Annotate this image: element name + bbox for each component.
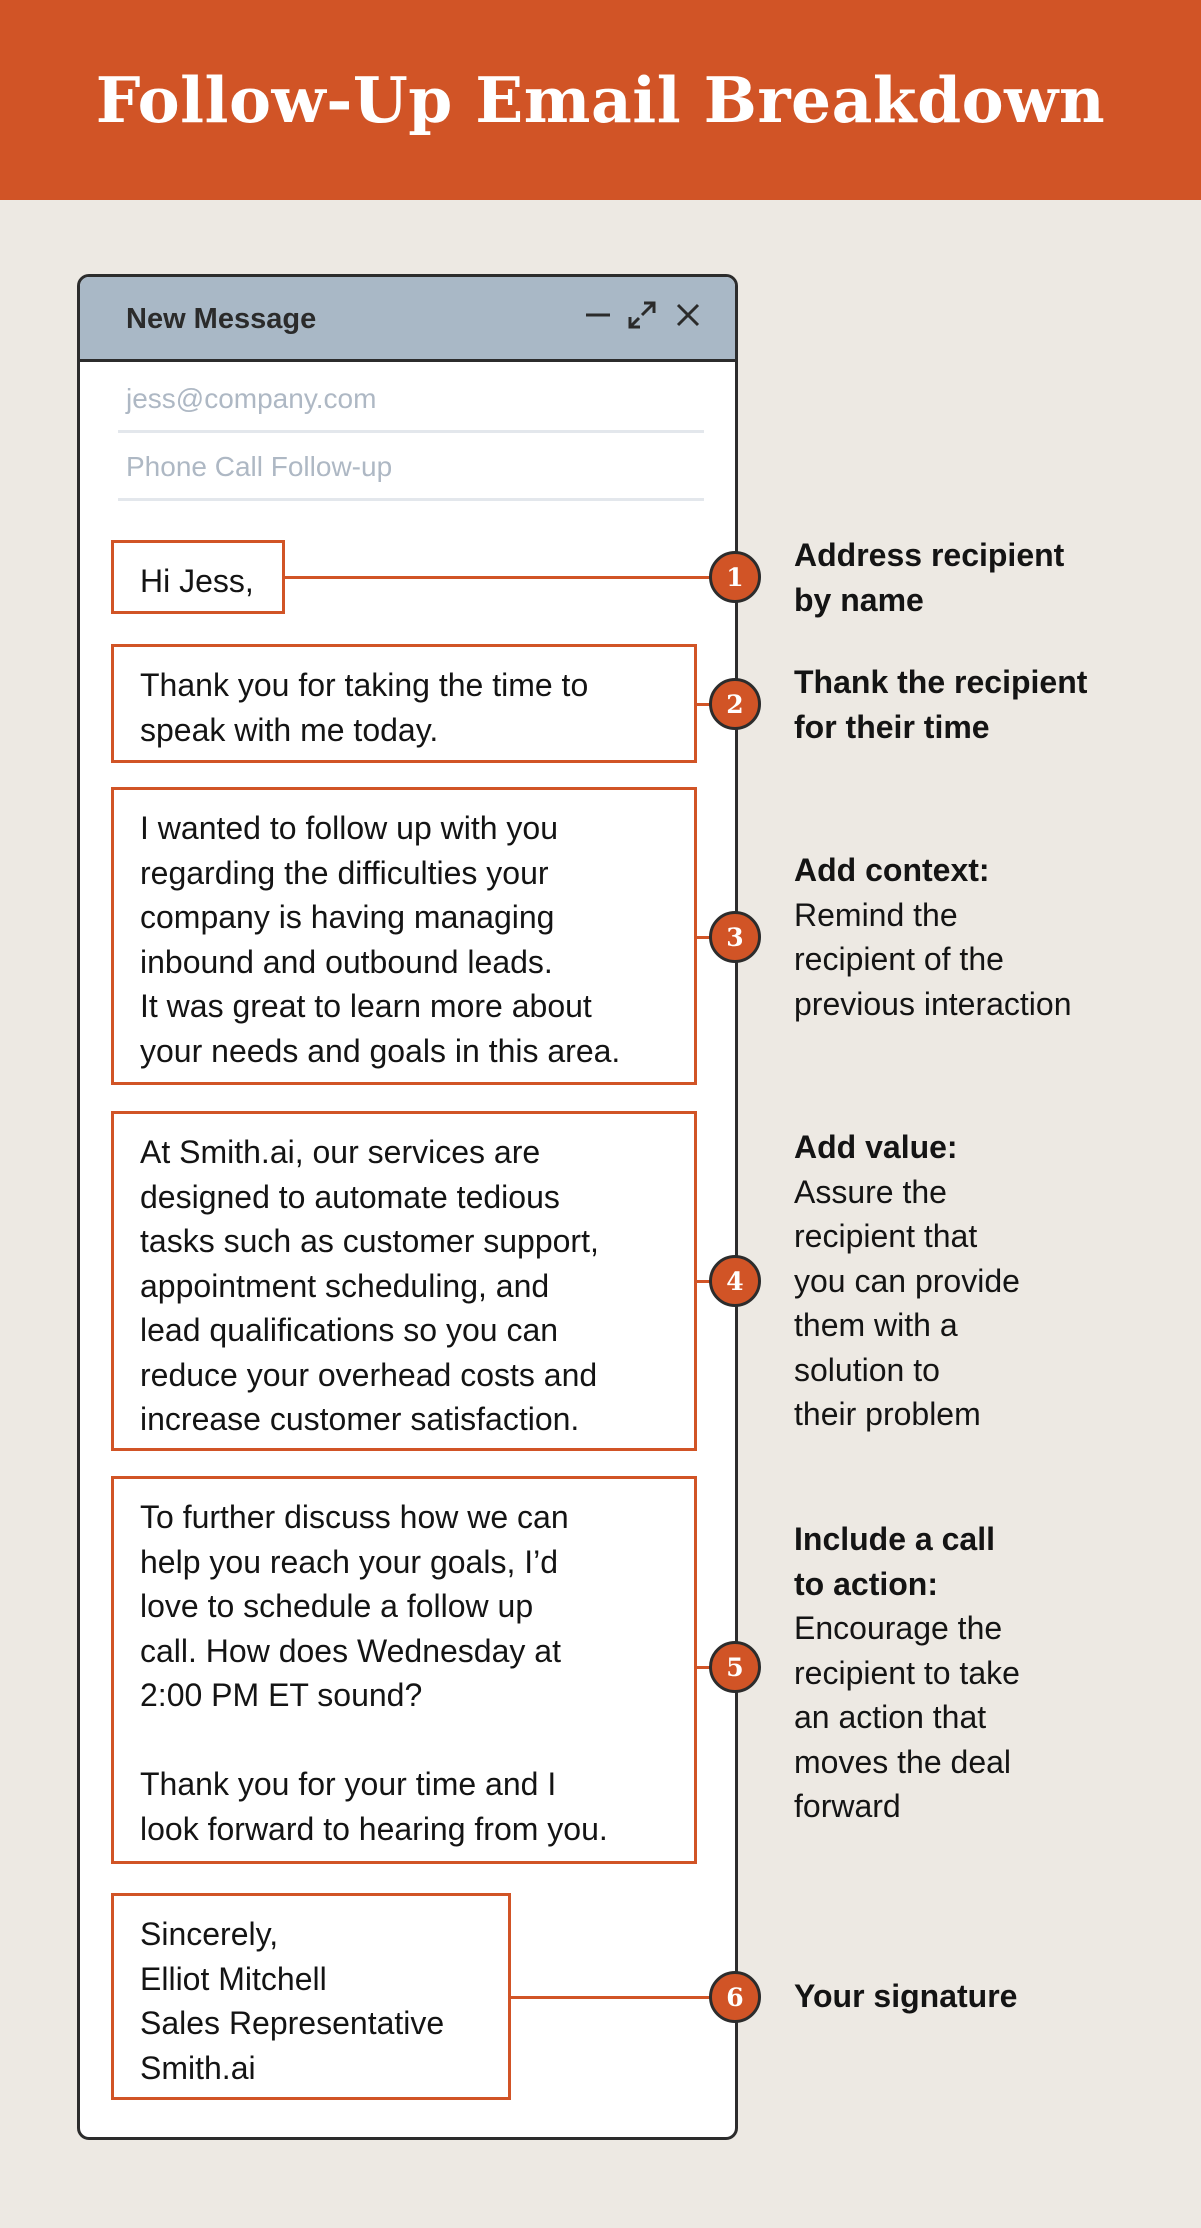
- page-title: Follow-Up Email Breakdown: [95, 63, 1106, 137]
- note-add-value: [794, 1125, 1184, 1437]
- step-badge-5: 5: [709, 1641, 761, 1693]
- minimize-icon[interactable]: [578, 295, 618, 335]
- step-badge-4: 4: [709, 1255, 761, 1307]
- note-description: Remind the recipient of the previous interaction: [794, 896, 1072, 1022]
- call-to-action-block: To further discuss how we can help you reach your goals, I’d love to schedule a follow up call. How does Wednesday at 2:00 PM ET sound? Thank you for your time and I look forward to hearing from you.: [111, 1476, 697, 1864]
- window-title: New Message: [126, 303, 317, 335]
- header-banner: [0, 0, 1201, 200]
- step-badge-6: 6: [709, 1971, 761, 2023]
- note-description: Encourage the recipient to take an action that moves the deal forward: [794, 1610, 1020, 1824]
- note-description: Assure the recipient that you can provide them with a solution to their problem: [794, 1173, 1020, 1432]
- connector-1: [283, 576, 733, 579]
- step-badge-1: 1: [709, 551, 761, 603]
- context-block: I wanted to follow up with you regarding the difficulties your company is having managing inbound and outbound leads. It was great to learn more about your needs and goals in this area.: [111, 787, 697, 1085]
- note-heading: Include a call to action:: [794, 1521, 995, 1602]
- value-block: At Smith.ai, our services are designed to automate tedious tasks such as customer support, appointment scheduling, and lead qualifications so you can reduce your overhead costs and increase customer satisfaction.: [111, 1111, 697, 1451]
- connector-6: [509, 1996, 733, 1999]
- greeting-block: Hi Jess,: [111, 540, 285, 614]
- note-add-context: [794, 848, 1184, 1026]
- subject-field[interactable]: [118, 433, 704, 501]
- step-badge-2: 2: [709, 678, 761, 730]
- to-field[interactable]: [118, 365, 704, 433]
- note-address-recipient: [794, 533, 1184, 622]
- window-titlebar: [80, 277, 735, 362]
- step-badge-3: 3: [709, 911, 761, 963]
- note-call-to-action: [794, 1517, 1184, 1829]
- note-signature: [794, 1974, 1184, 2019]
- to-field-value: jess@company.com: [126, 383, 377, 414]
- subject-field-value: Phone Call Follow-up: [126, 451, 393, 482]
- signature-block: Sincerely, Elliot Mitchell Sales Representative Smith.ai: [111, 1893, 511, 2100]
- note-heading: Add context:: [794, 852, 990, 888]
- close-icon[interactable]: [668, 295, 708, 335]
- note-heading: Thank the recipient for their time: [794, 664, 1088, 745]
- note-thank-recipient: [794, 660, 1184, 749]
- thank-you-block: Thank you for taking the time to speak with me today.: [111, 644, 697, 763]
- note-heading: Add value:: [794, 1129, 958, 1165]
- note-heading: Address recipient by name: [794, 537, 1065, 618]
- expand-icon[interactable]: [622, 295, 662, 335]
- note-heading: Your signature: [794, 1978, 1018, 2014]
